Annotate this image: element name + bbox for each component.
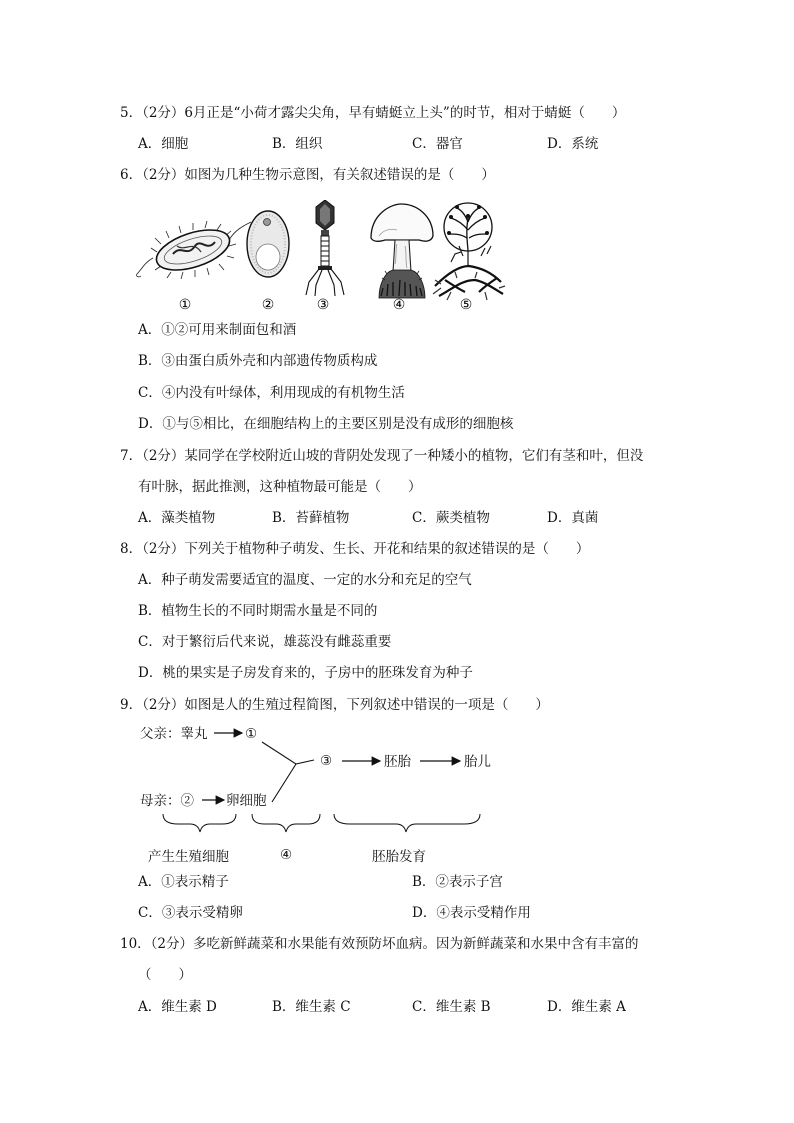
q8-option-b: B．植物生长的不同时期需水量是不同的 [138, 603, 378, 619]
figure-label-4: ④ [392, 297, 406, 313]
q10-option-b: B．维生素 C [272, 999, 351, 1015]
q7-option-a: A．藻类植物 [138, 510, 216, 526]
mother-label: 母亲：② [140, 793, 194, 809]
q7-option-d: D．真菌 [547, 510, 599, 526]
q5-option-d: D．系统 [547, 136, 599, 152]
circle-3-label: ③ [320, 753, 333, 769]
mushroom-illustration [371, 204, 433, 298]
circle-1-label: ① [245, 726, 258, 742]
father-label: 父亲：睾丸 [140, 726, 208, 742]
brace-label-germ-cells: 产生生殖细胞 [148, 849, 229, 865]
q10-option-c: C．维生素 B [412, 999, 491, 1015]
q7-option-c: C．蕨类植物 [412, 510, 490, 526]
egg-cell-label: 卵细胞 [226, 793, 267, 809]
figure-label-3: ③ [316, 297, 330, 313]
q7-stem-line1: 7．（2分）某同学在学校附近山坡的背阴处发现了一种矮小的植物，它们有茎和叶，但没 [120, 448, 644, 464]
q9-option-a: A．①表示精子 [138, 874, 229, 890]
q6-option-a: A．①②可用来制面包和酒 [138, 322, 297, 338]
brace-label-4: ④ [280, 847, 293, 863]
q8-option-c: C．对于繁衍后代来说，雄蕊没有雌蕊重要 [138, 634, 392, 650]
q8-option-d: D．桃的果实是子房发育来的，子房中的胚珠发育为种子 [138, 665, 473, 681]
q6-organisms-figure [135, 200, 515, 316]
embryo-label: 胚胎 [384, 754, 411, 770]
q6-option-c: C．④内没有叶绿体，利用现成的有机物生活 [138, 385, 405, 401]
q9-option-d: D．④表示受精作用 [412, 905, 531, 921]
q9-stem: 9．（2分）如图是人的生殖过程简图，下列叙述中错误的一项是（ ） [120, 697, 549, 713]
bacteriophage-illustration [306, 200, 344, 296]
figure-label-1: ① [178, 297, 192, 313]
q6-option-b: B．③由蛋白质外壳和内部遗传物质构成 [138, 353, 378, 369]
q8-stem: 8．（2分）下列关于植物种子萌发、生长、开花和结果的叙述错误的是（ ） [120, 541, 590, 557]
bacterium-illustration [136, 221, 251, 279]
q5-stem: 5．（2分）6月正是“小荷才露尖尖角，早有蜻蜓立上头”的时节，相对于蜻蜓（ ） [120, 105, 626, 121]
yeast-illustration [247, 211, 289, 277]
q10-option-a: A．维生素 D [138, 999, 217, 1015]
figure-label-2: ② [261, 297, 275, 313]
q10-option-d: D．维生素 A [547, 999, 626, 1015]
q10-stem-line1: 10．（2分）多吃新鲜蔬菜和水果能有效预防坏血病。因为新鲜蔬菜和水果中含有丰富的 [120, 936, 639, 952]
figure-label-5: ⑤ [459, 297, 473, 313]
q8-option-a: A．种子萌发需要适宜的温度、一定的水分和充足的空气 [138, 572, 472, 588]
fetus-label: 胎儿 [464, 754, 491, 770]
q9-option-c: C．③表示受精卵 [138, 905, 243, 921]
q10-stem-line2: （ ） [138, 967, 192, 983]
q6-stem: 6．（2分）如图为几种生物示意图，有关叙述错误的是（ ） [120, 167, 495, 183]
mold-illustration [433, 203, 505, 300]
q7-option-b: B．苔藓植物 [272, 510, 350, 526]
brace-label-embryo-development: 胚胎发育 [372, 849, 426, 865]
q9-reproduction-diagram [130, 720, 510, 870]
q5-option-c: C．器官 [412, 136, 463, 152]
q6-option-d: D．①与⑤相比，在细胞结构上的主要区别是没有成形的细胞核 [138, 416, 514, 432]
q9-option-b: B．②表示子宫 [412, 874, 503, 890]
q5-option-a: A．细胞 [138, 136, 189, 152]
q7-stem-line2: 有叶脉，据此推测，这种植物最可能是（ ） [138, 479, 422, 495]
q5-option-b: B．组织 [272, 136, 323, 152]
